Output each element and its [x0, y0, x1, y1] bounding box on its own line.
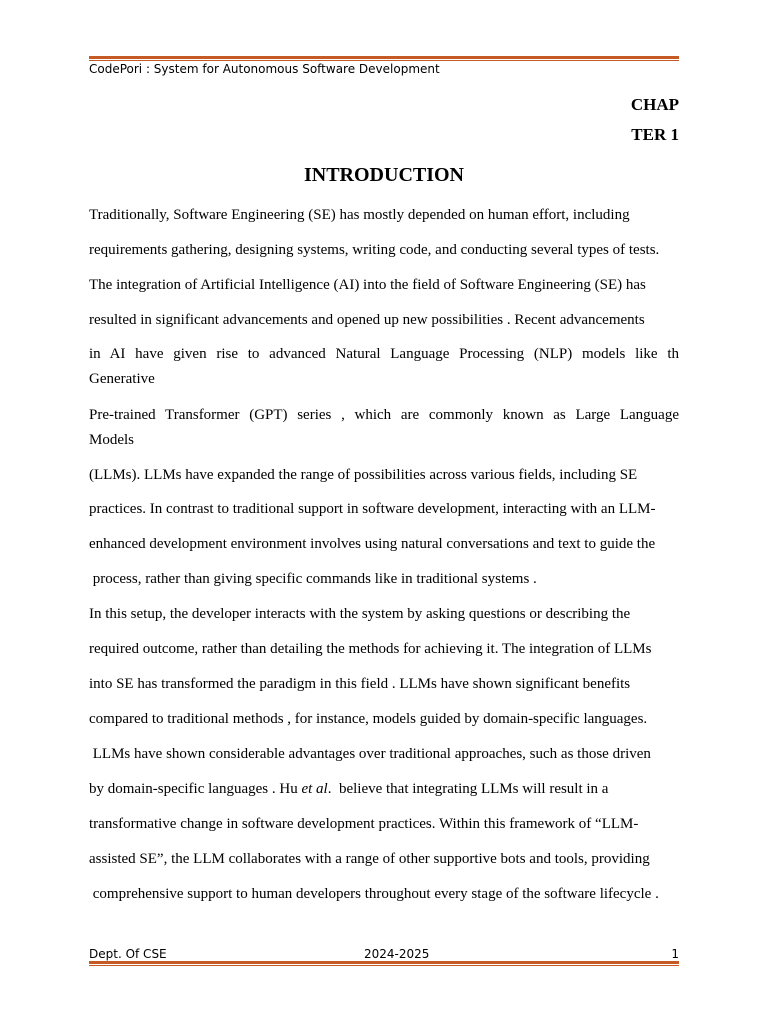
section-heading: INTRODUCTION	[303, 164, 465, 186]
body-line: In this setup, the developer interacts with the system by asking questions or describing the	[89, 606, 631, 622]
body-line: process, rather than giving specific commands like in traditional systems .	[89, 571, 537, 587]
body-line-text: by domain-specific languages . Hu	[89, 781, 302, 797]
body-line: comprehensive support to human developers throughout every stage of the software lifecycle .	[89, 886, 659, 902]
body-line: practices. In contrast to traditional support in software development, interacting with an LLM-	[89, 501, 656, 517]
body-line: Traditionally, Software Engineering (SE) has mostly depended on human effort, including	[89, 207, 630, 223]
body-line: transformative change in software development practices. Within this framework of “LLM-	[89, 816, 639, 832]
body-line: compared to traditional methods , for instance, models guided by domain-specific languages.	[89, 711, 648, 727]
footer-dept: Dept. Of CSE	[89, 947, 167, 961]
footer-year: 2024-2025	[364, 947, 430, 961]
footer-rule	[89, 961, 679, 966]
body-line: resulted in significant advancements and opened up new possibilities . Recent advancements	[89, 312, 645, 328]
body-line	[89, 779, 679, 799]
body-line: Generative	[89, 371, 155, 387]
body-line: Pre-trained Transformer (GPT) series , which are commonly known as Large Language	[89, 407, 679, 423]
body-line: Models	[89, 432, 134, 448]
body-line: requirements gathering, designing systems, writing code, and conducting several types of tests.	[89, 242, 660, 258]
body-line: required outcome, rather than detailing the methods for achieving it. The integration of LLMs	[89, 641, 652, 657]
running-header: CodePori : System for Autonomous Software Development	[89, 62, 440, 76]
chapter-label-line-1: CHAP	[630, 95, 679, 114]
body-line: LLMs have shown considerable advantages over traditional approaches, such as those driven	[89, 746, 651, 762]
footer-page-number: 1	[671, 947, 679, 961]
citation-et-al: et al	[301, 781, 328, 797]
body-line: (LLMs). LLMs have expanded the range of possibilities across various fields, including SE	[89, 467, 638, 483]
body-line: assisted SE”, the LLM collaborates with a range of other supportive bots and tools, providing	[89, 851, 650, 867]
body-line: in AI have given rise to advanced Natural Language Processing (NLP) models like th	[89, 346, 679, 362]
chapter-label-line-2: TER 1	[631, 125, 679, 144]
body-line: into SE has transformed the paradigm in this field . LLMs have shown significant benefits	[89, 676, 631, 692]
body-line-text: . believe that integrating LLMs will result in a	[327, 781, 609, 797]
body-line: The integration of Artificial Intelligence (AI) into the field of Software Engineering (SE) has	[89, 277, 646, 293]
body-line: enhanced development environment involves using natural conversations and text to guide the	[89, 536, 656, 552]
